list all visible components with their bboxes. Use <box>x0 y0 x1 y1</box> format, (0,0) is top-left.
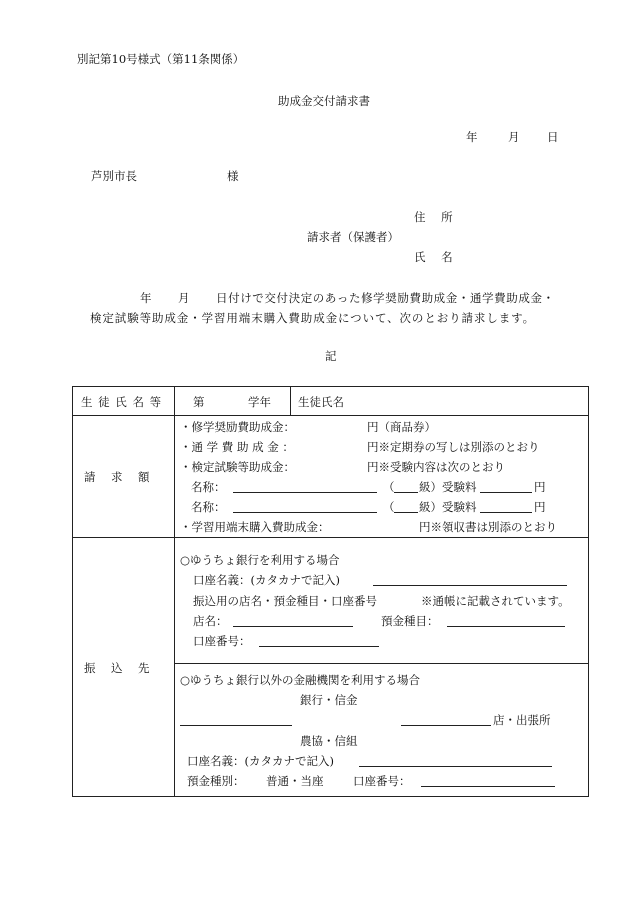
row-divider <box>174 663 588 664</box>
other-account-no-field[interactable] <box>421 776 555 790</box>
exam-grade-field[interactable] <box>394 502 418 516</box>
yucho-store-label: 店名： <box>193 614 228 628</box>
exam-name-field[interactable] <box>233 482 377 496</box>
exam-grade-open: （ <box>383 480 395 494</box>
grade-prefix: 第 <box>193 395 205 409</box>
other-bank-heading: ○ゆうちょ銀行以外の金融機関を利用する場合 <box>180 673 421 687</box>
address-label: 住 所 <box>414 210 459 224</box>
claim-note-scholarship: 円（商品券） <box>367 420 436 434</box>
body-line2: 検定試験等助成金・学習用端末購入費助成金について、次のとおり請求します。 <box>90 311 536 325</box>
yucho-deposit-type-field[interactable] <box>447 616 565 630</box>
exam-fee-yen: 円 <box>534 500 546 514</box>
exam-fee-field[interactable] <box>480 502 532 516</box>
other-account-no-label: 口座番号： <box>353 774 411 788</box>
claim-item-scholarship: ・修学奨励費助成金： <box>180 420 295 434</box>
document-title: 助成金交付請求書 <box>278 94 370 108</box>
addressee: 芦別市長 <box>91 169 137 183</box>
exam-fee-yen: 円 <box>534 480 546 494</box>
column-divider <box>174 387 175 796</box>
claim-note-commute: 円※定期券の写しは別添のとおり <box>367 440 540 454</box>
request-table <box>72 386 589 797</box>
claim-item-device: ・学習用端末購入費助成金： <box>180 520 330 534</box>
yucho-branch-note: ※通帳に記載されています。 <box>421 594 570 608</box>
other-branch-field[interactable] <box>401 715 491 729</box>
student-row-label: 生 徒 氏 名 等 <box>81 395 163 409</box>
date-day: 日 <box>547 130 559 144</box>
body-month: 月 <box>178 291 190 305</box>
grade-suffix: 学年 <box>248 395 271 409</box>
claim-note-exam: 円※受験内容は次のとおり <box>367 460 505 474</box>
yucho-account-no-label: 口座番号： <box>193 634 251 648</box>
yucho-deposit-type-label: 預金種目： <box>381 614 439 628</box>
other-account-name-field[interactable] <box>359 756 552 770</box>
exam-name-field[interactable] <box>233 502 377 516</box>
applicant-role: 請求者（保護者） <box>307 230 399 244</box>
ki-mark: 記 <box>325 349 337 363</box>
row-divider <box>73 415 588 416</box>
exam-name-label: 名称： <box>191 500 226 514</box>
claim-item-commute: ・通 学 費 助 成 金 ： <box>180 440 294 454</box>
row-divider <box>73 537 588 538</box>
student-name-label: 生徒氏名 <box>298 395 344 409</box>
exam-grade-close: 級）受験料 <box>419 500 477 514</box>
column-divider <box>290 387 291 415</box>
yucho-branch-info: 振込用の店名・預金種目・口座番号 <box>193 594 377 608</box>
yucho-account-name-label: 口座名義：(カタカナで記入) <box>193 573 340 587</box>
exam-name-label: 名称： <box>191 480 226 494</box>
other-coop-type: 農協・信組 <box>300 734 358 748</box>
form-number: 別記第10号様式（第11条関係） <box>77 52 245 66</box>
claim-note-device: 円※領収書は別添のとおり <box>419 520 557 534</box>
other-bank-name-field[interactable] <box>180 715 292 729</box>
other-account-name-label: 口座名義：(カタカナで記入) <box>187 754 334 768</box>
yucho-account-name-field[interactable] <box>373 575 567 589</box>
exam-grade-close: 級）受験料 <box>419 480 477 494</box>
other-deposit-options[interactable]: 普通・当座 <box>266 774 324 788</box>
other-branch-suffix: 店・出張所 <box>493 713 551 727</box>
date-year: 年 <box>466 130 478 144</box>
exam-fee-field[interactable] <box>480 482 532 496</box>
date-month: 月 <box>508 130 520 144</box>
yucho-account-no-field[interactable] <box>259 636 379 650</box>
honorific: 様 <box>227 169 239 183</box>
body-line1: 日付けで交付決定のあった修学奨励費助成金・通学費助成金・ <box>216 291 555 305</box>
claim-label: 請 求 額 <box>84 470 152 484</box>
transfer-label: 振 込 先 <box>84 661 152 675</box>
yucho-store-field[interactable] <box>233 616 353 630</box>
other-deposit-label: 預金種別： <box>187 774 245 788</box>
claim-item-exam: ・検定試験等助成金： <box>180 460 295 474</box>
body-year: 年 <box>140 291 152 305</box>
exam-grade-open: （ <box>383 500 395 514</box>
exam-grade-field[interactable] <box>394 482 418 496</box>
other-bank-type: 銀行・信金 <box>300 693 358 707</box>
yucho-heading: ○ゆうちょ銀行を利用する場合 <box>180 553 340 567</box>
name-label: 氏 名 <box>414 250 459 264</box>
